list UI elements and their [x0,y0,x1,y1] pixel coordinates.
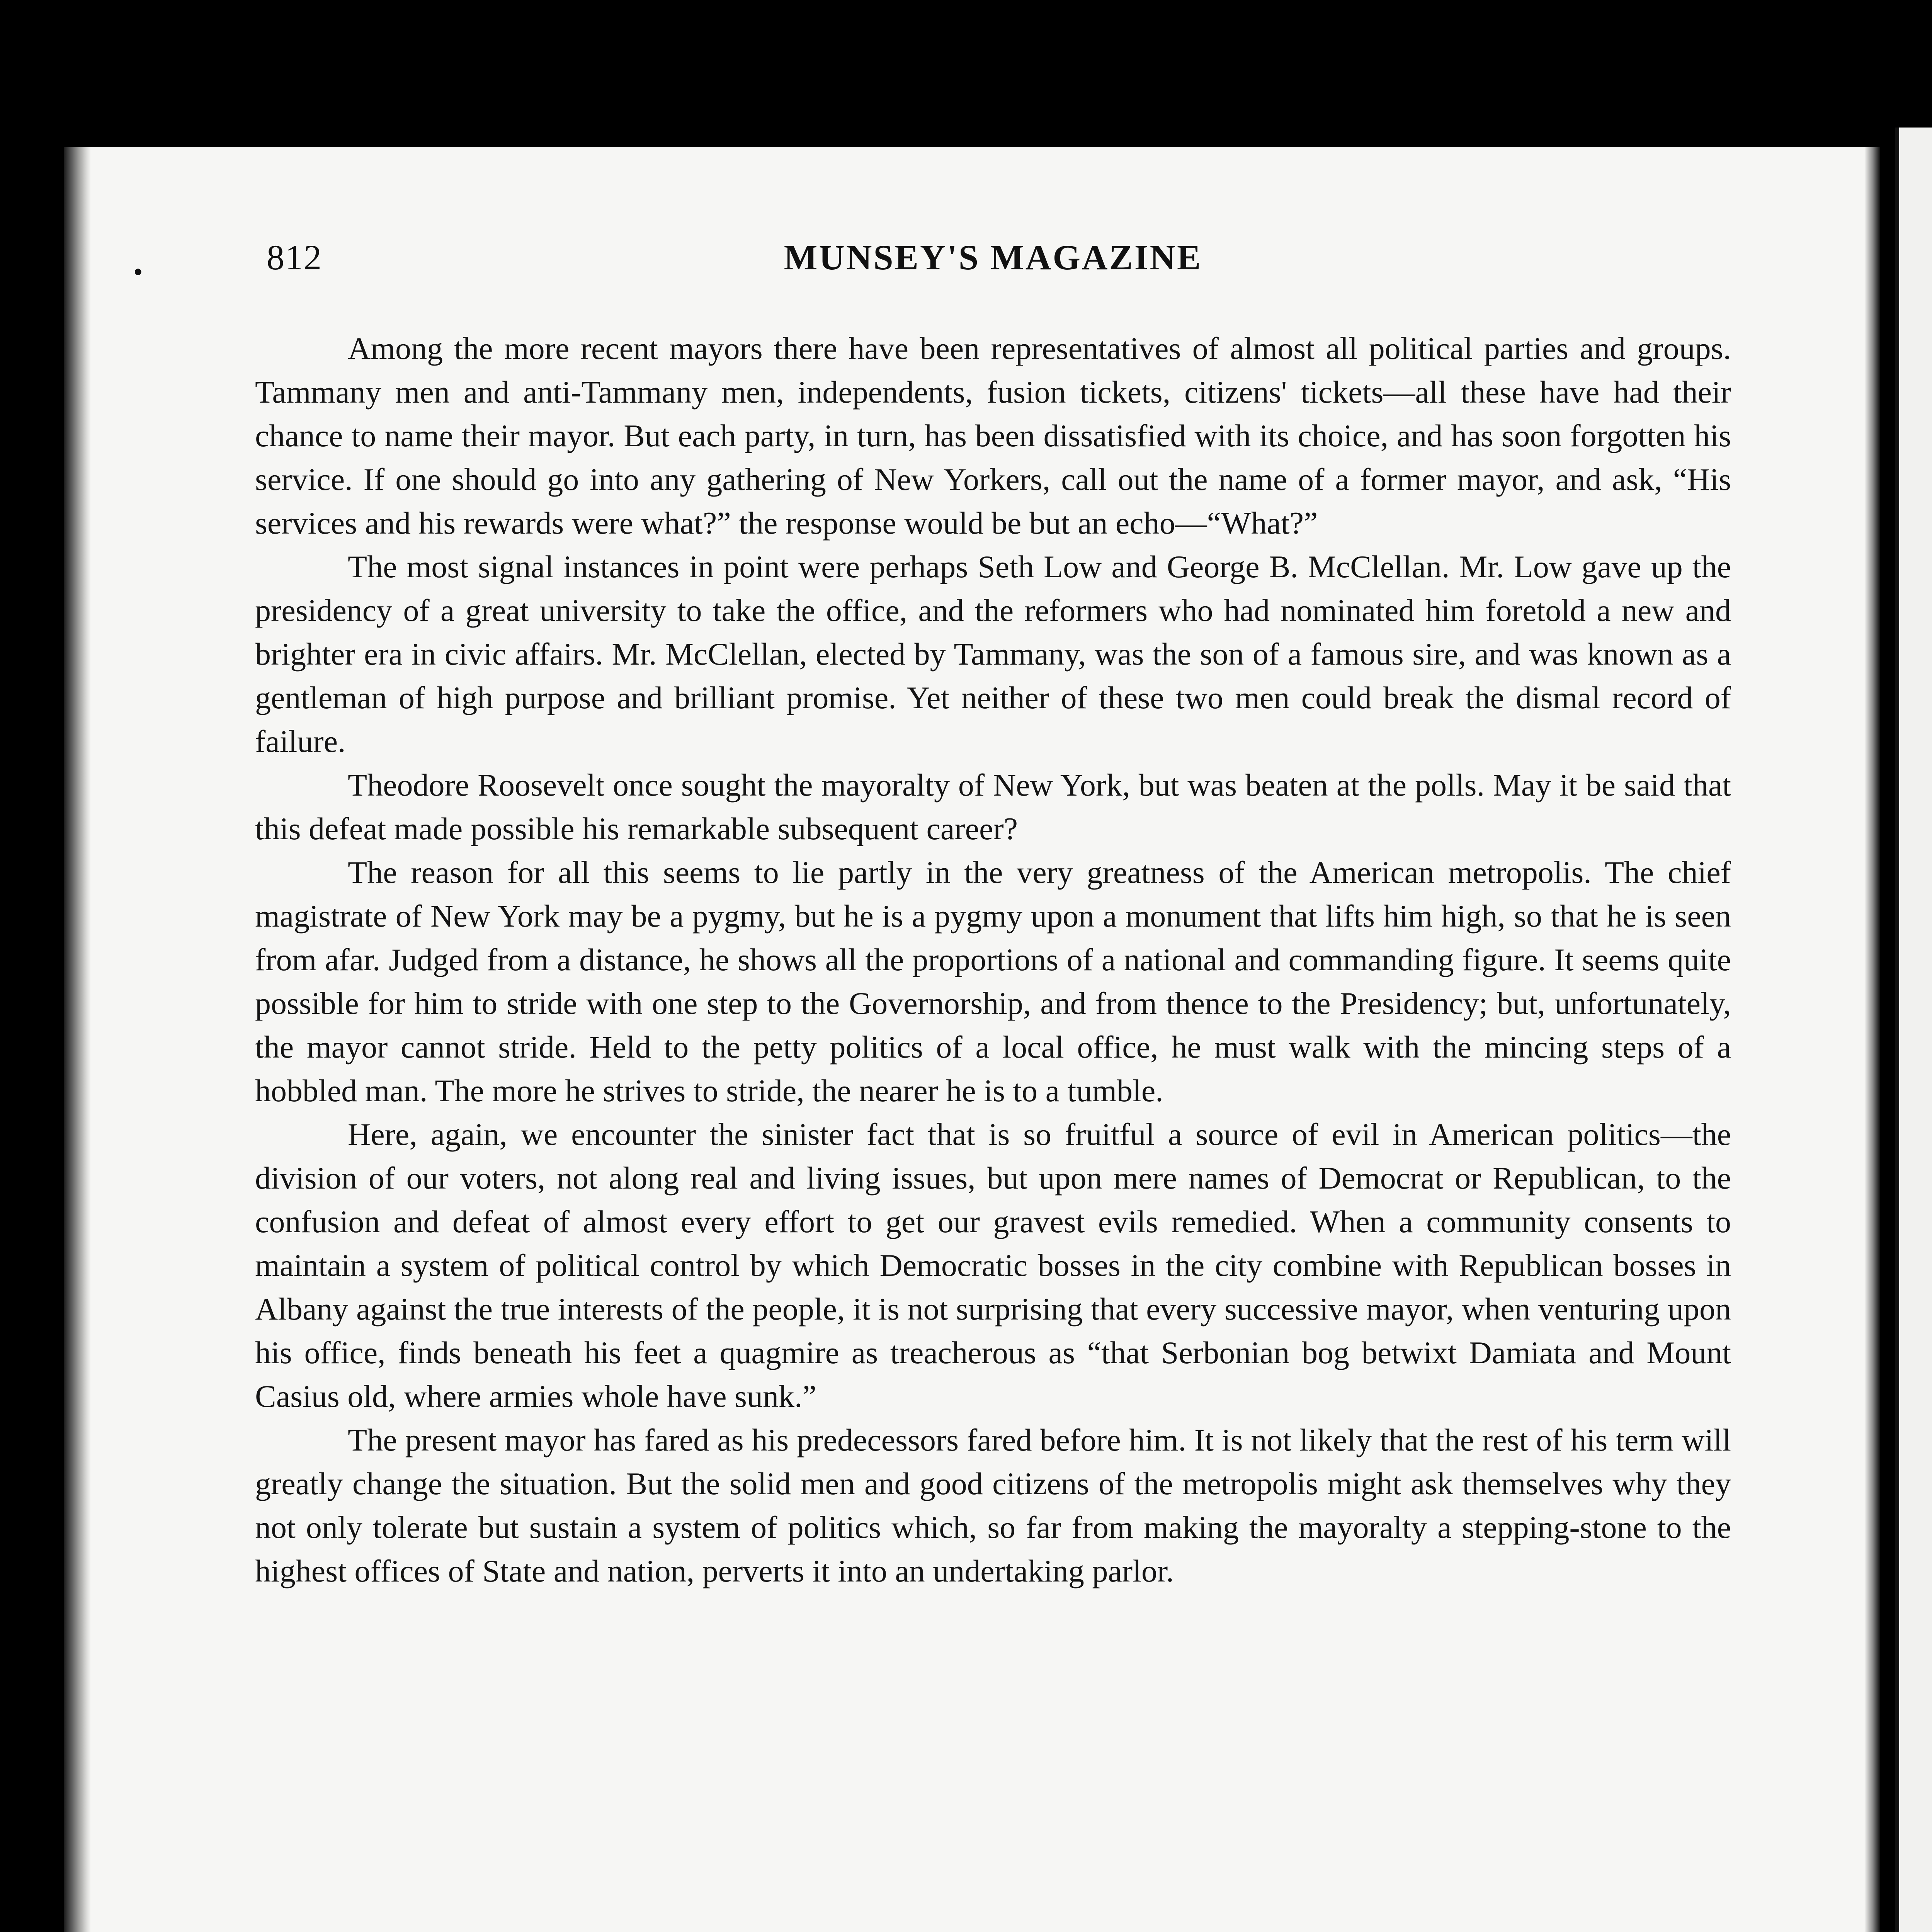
mayoralty-article [255,327,1731,1593]
magazine-title: MUNSEY'S MAGAZINE [784,238,1202,277]
article-paragraph: The most signal instances in point were perhaps Seth Low and George B. McClellan. Mr. Low gave up the presidency of a great university to take the office, and the reformers who had nominated him foretold a new and brighter era in civic affairs. Mr. McClellan, elected by Tammany, was the son of a famous sire, and was known as a gentleman of high purpose and brilliant promise. Yet neither of these two men could break the dismal record of failure. [255,549,1731,759]
article-paragraph: Theodore Roosevelt once sought the mayoralty of New York, but was beaten at the polls. May it be said that this defeat made possible his remarkable subsequent career? [255,767,1731,846]
page-binding-shadow [64,147,91,1932]
running-header [255,237,1731,283]
margin-dot: • [133,257,143,287]
article-paragraph: Here, again, we encounter the sinister fact that is so fruitful a source of evil in American politics—the division of our voters, not along real and living issues, but upon mere names of Democrat or Republican, to the confusion and defeat of almost every effort to get our gravest evils remedied. When a community consents to maintain a system of political control by which Democratic bosses in the city combine with Republican bosses in Albany against the true interests of the people, it is not surprising that every successive mayor, when venturing upon his office, finds beneath his feet a quagmire as treacherous as “that Serbonian bog betwixt Damiata and Mount Casius old, where armies whole have sunk.” [255,1117,1731,1414]
page-number: 812 [267,238,322,277]
adjacent-page-edge [1895,128,1932,1932]
article-paragraph: The reason for all this seems to lie partly in the very greatness of the American metropolis. The chief magistrate of New York may be a pygmy, but he is a pygmy upon a monument that lifts him high, so that he is seen from afar. Judged from a distance, he shows all the proportions of a national and commanding figure. It seems quite possible for him to stride with one step to the Governorship, and from thence to the Presidency; but, unfortunately, the mayor cannot stride. Held to the petty politics of a local office, he must walk with the mincing steps of a hobbled man. The more he strives to stride, the nearer he is to a tumble. [255,855,1731,1108]
article-paragraph: Among the more recent mayors there have been representatives of almost all political parties and groups. Tammany men and anti-Tammany men, independents, fusion tickets, citizens' tickets—all these have had their chance to name their mayor. But each party, in turn, has been dissatisfied with its choice, and has soon forgotten his service. If one should go into any gathering of New Yorkers, call out the name of a former mayor, and ask, “His services and his rewards were what?” the response would be but an echo—“What?” [255,331,1731,541]
page-right-edge [1864,147,1880,1932]
article-paragraph: The present mayor has fared as his predecessors fared before him. It is not likely that the rest of his term will greatly change the situation. But the solid men and good citizens of the metropolis might ask themselves why they not only tolerate but sustain a system of politics which, so far from making the mayoralty a stepping-stone to the highest offices of State and nation, perverts it into an undertaking parlor. [255,1422,1731,1588]
